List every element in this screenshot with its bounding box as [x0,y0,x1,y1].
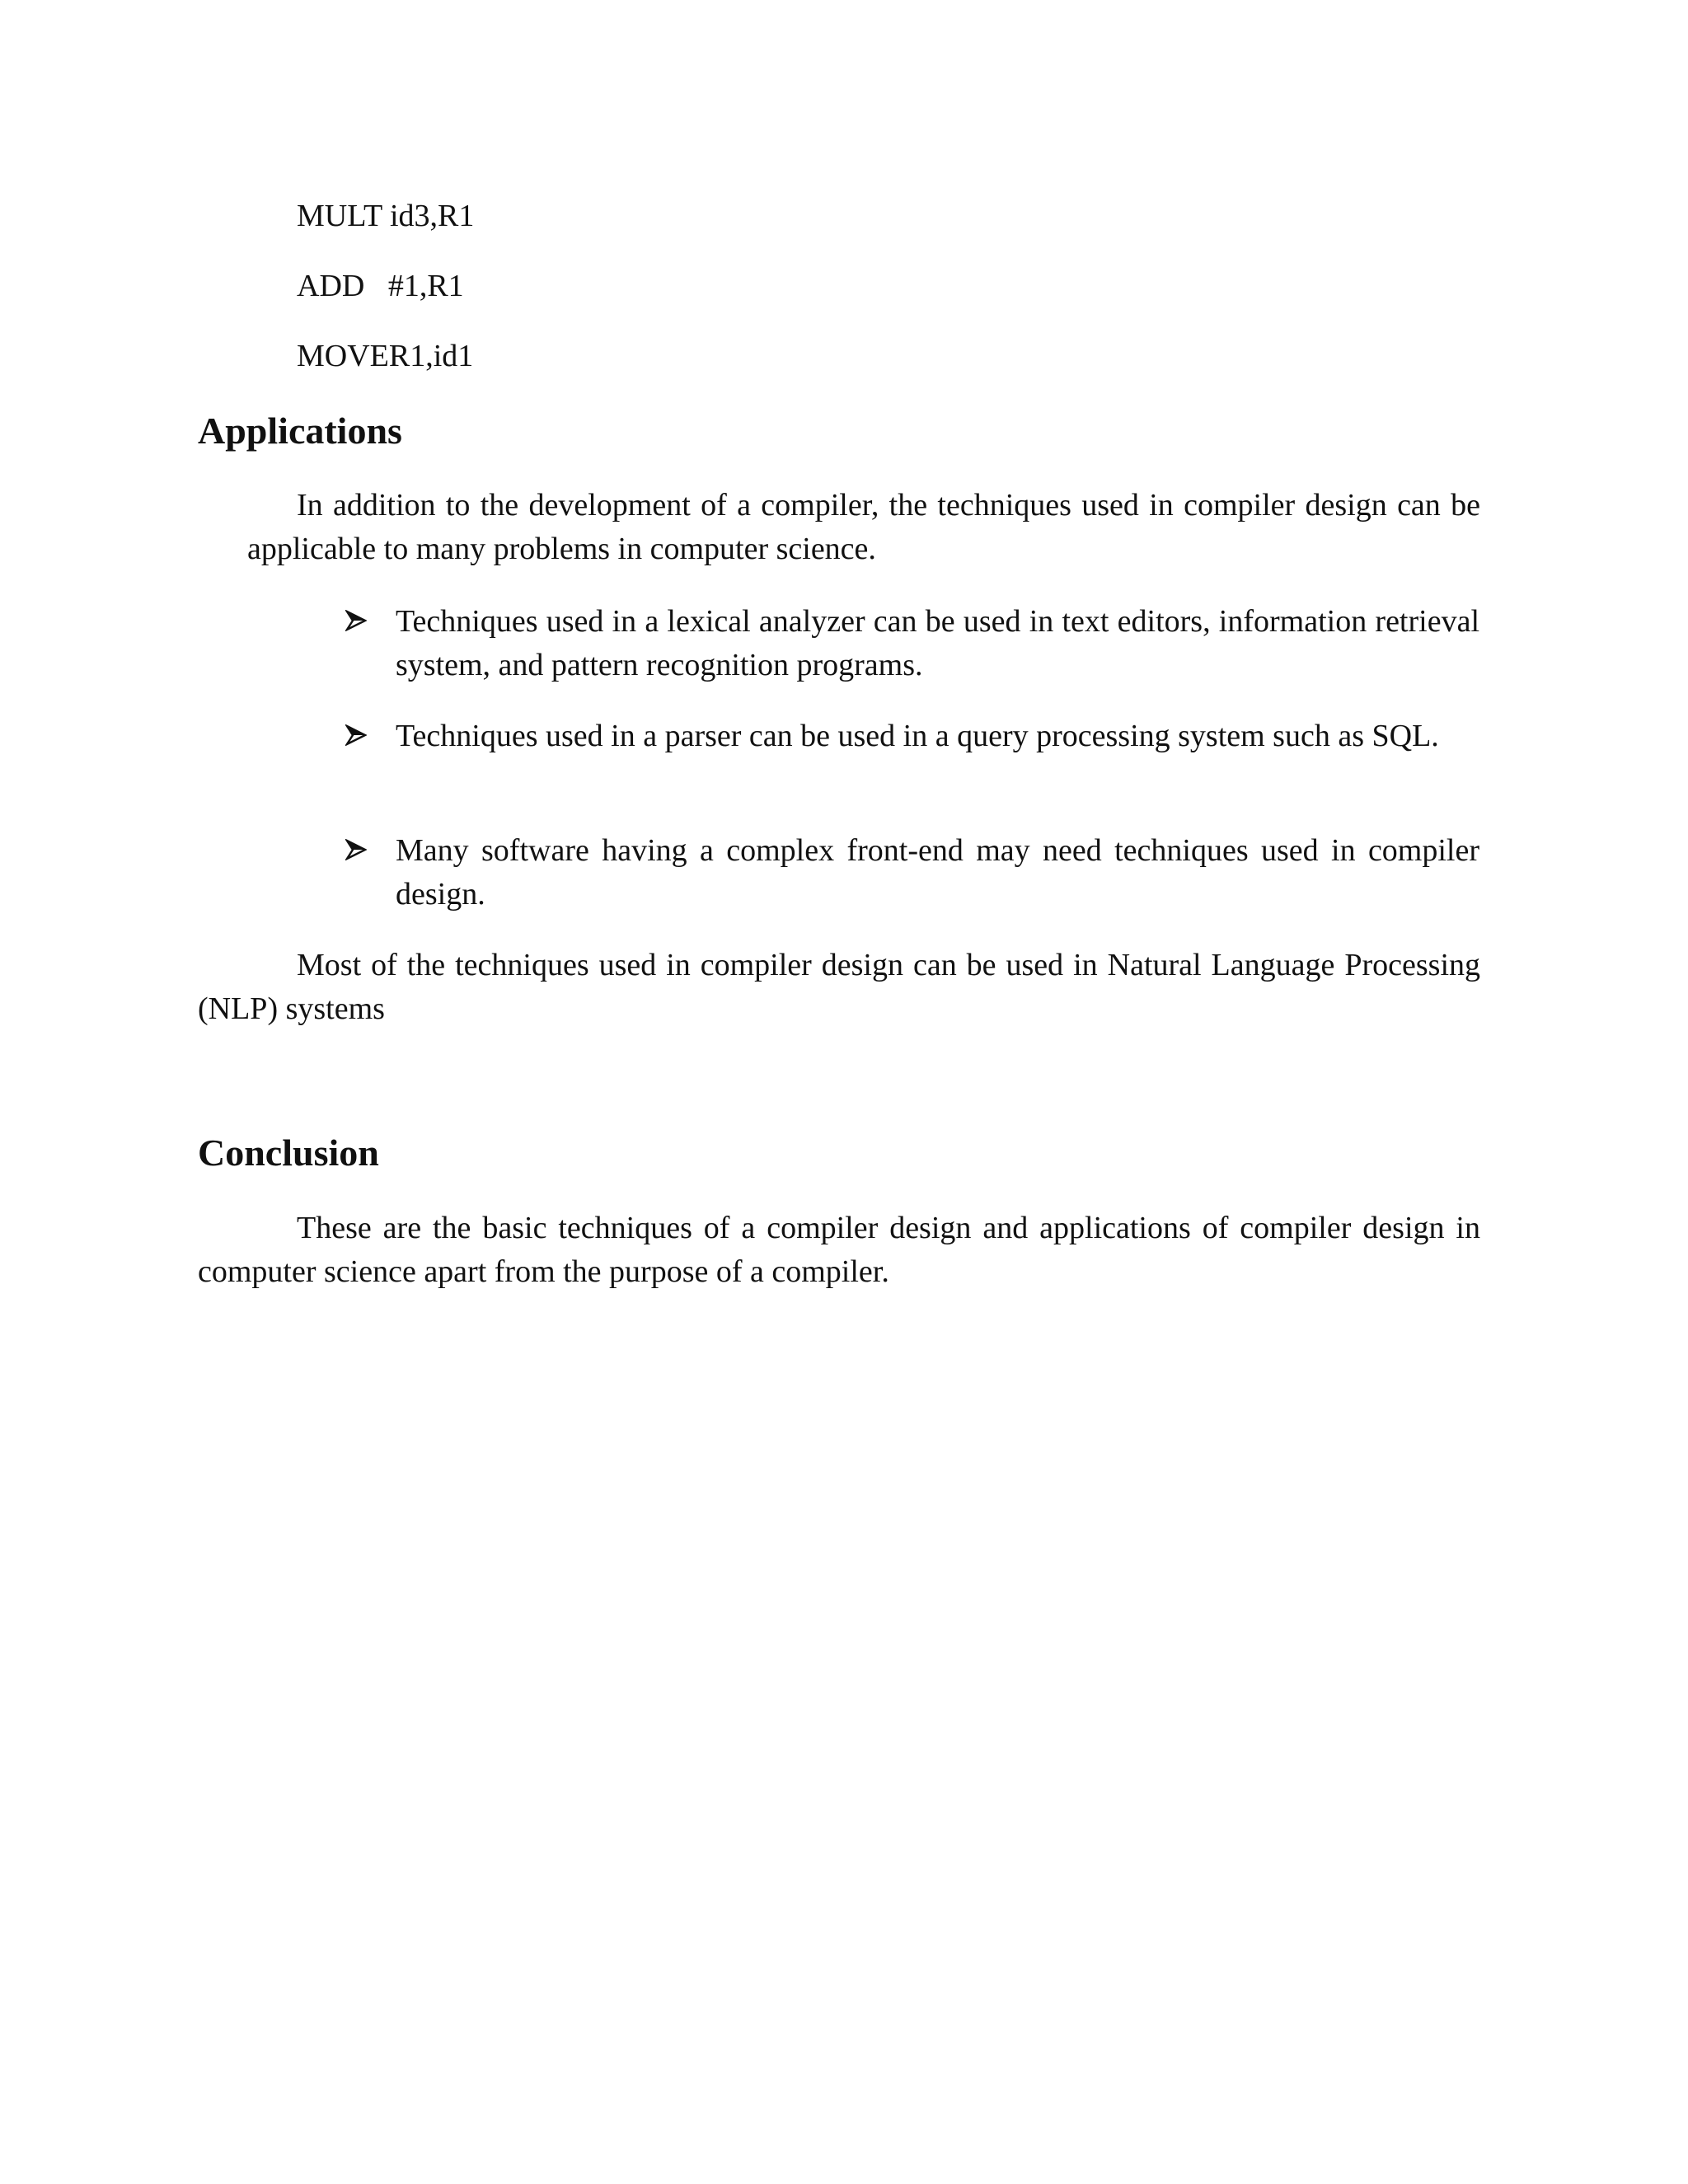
applications-closing-paragraph: Most of the techniques used in compiler design can be used in Natural Language Processing (NLP) systems [198,948,1480,1026]
code-line-add: ADD #1,R1 [297,269,464,303]
conclusion-heading: Conclusion [198,1132,379,1174]
arrowhead-bullet-icon [342,829,396,865]
bullet-text-lexical-analyzer: Techniques used in a lexical analyzer can be used in text editors, information retrieval system, and pattern recognition programs. [396,604,1479,682]
applications-heading: Applications [198,410,402,452]
conclusion-paragraph: These are the basic techniques of a compiler design and applications of compiler design in computer science apart from the purpose of a compiler. [198,1211,1480,1289]
bullet-item-front-end [342,829,1479,916]
bullet-item-parser [342,715,1479,758]
code-line-mult: MULT id3,R1 [297,199,475,233]
bullet-text-parser: Techniques used in a parser can be used in a query processing system such as SQL. [396,719,1439,753]
applications-intro-paragraph: In addition to the development of a compiler, the techniques used in compiler design can be applicable to many problems in computer science. [247,488,1480,566]
code-line-move: MOVER1,id1 [297,339,474,373]
arrowhead-bullet-icon [342,715,396,750]
bullet-item-lexical-analyzer [342,600,1479,687]
bullet-text-front-end: Many software having a complex front-end may need techniques used in compiler design. [396,833,1479,912]
arrowhead-bullet-icon [342,600,396,635]
